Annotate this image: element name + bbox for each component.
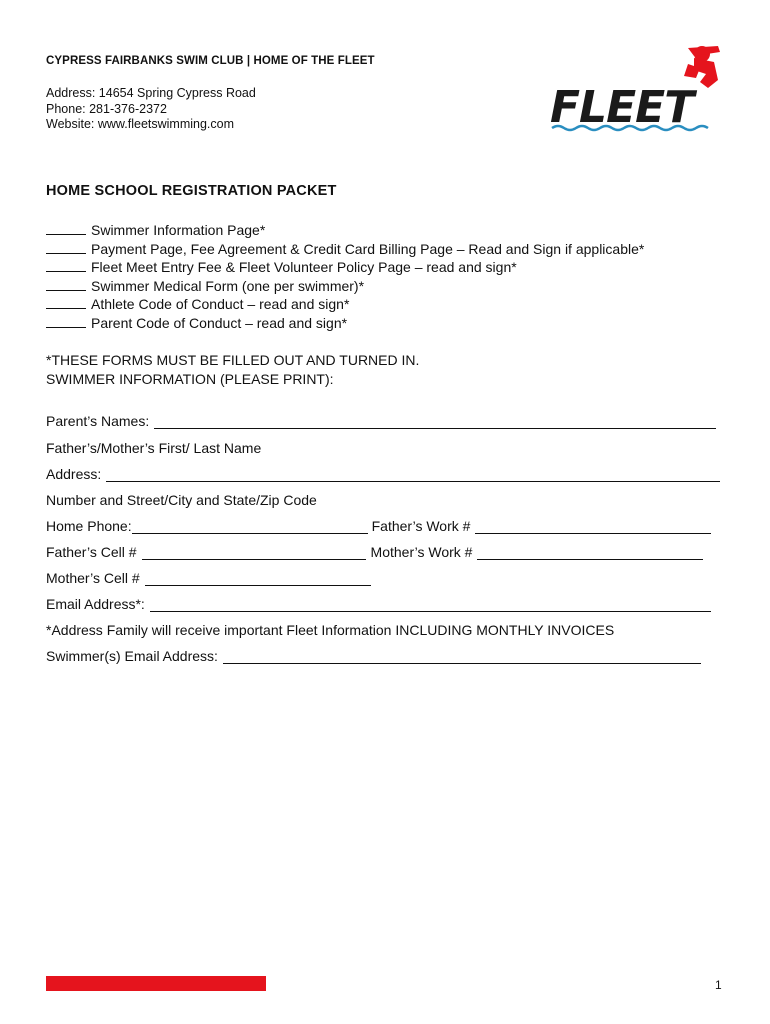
- mother-work-label: Mother’s Work #: [370, 544, 473, 560]
- mother-work-field[interactable]: [477, 545, 703, 560]
- parents-names-row: [46, 413, 716, 429]
- swimmer-email-label: Swimmer(s) Email Address:: [46, 648, 218, 664]
- page-number: 1: [715, 978, 722, 992]
- mother-cell-field[interactable]: [145, 571, 371, 586]
- swimmer-email-field[interactable]: [223, 649, 701, 664]
- phone-row-1: [46, 518, 711, 534]
- notice-block: [46, 351, 419, 389]
- checklist-item: Fleet Meet Entry Fee & Fleet Volunteer Policy Page – read and sign*: [46, 258, 644, 277]
- address-field[interactable]: [106, 467, 720, 482]
- page-title: HOME SCHOOL REGISTRATION PACKET: [46, 183, 337, 199]
- section-heading: SWIMMER INFORMATION (PLEASE PRINT):: [46, 371, 334, 387]
- father-cell-field[interactable]: [142, 545, 366, 560]
- checkbox-blank[interactable]: [46, 221, 86, 235]
- email-row: [46, 596, 711, 612]
- phone-row-2: [46, 544, 703, 560]
- address-text: Address: 14654 Spring Cypress Road: [46, 86, 256, 100]
- checkbox-blank[interactable]: [46, 295, 86, 309]
- home-phone-label: Home Phone:: [46, 518, 132, 534]
- email-label: Email Address*:: [46, 596, 145, 612]
- website-text: Website: www.fleetswimming.com: [46, 117, 235, 131]
- address-row: [46, 466, 720, 482]
- logo-wordmark: FLEET: [550, 82, 694, 133]
- email-field[interactable]: [150, 597, 711, 612]
- email-note: *Address Family will receive important Fleet Information INCLUDING MONTHLY INVOICES: [46, 622, 615, 638]
- mother-cell-label: Mother’s Cell #: [46, 570, 140, 586]
- notice-line: *THESE FORMS MUST BE FILLED OUT AND TURNED IN.: [46, 352, 420, 368]
- father-work-label: Father’s Work #: [371, 518, 471, 534]
- footer-red-bar: [46, 976, 266, 991]
- packet-checklist: [46, 221, 644, 333]
- checklist-item: Athlete Code of Conduct – read and sign*: [46, 295, 644, 314]
- checkbox-blank[interactable]: [46, 314, 86, 328]
- father-work-field[interactable]: [475, 519, 711, 534]
- contact-block: [46, 86, 256, 133]
- fleet-logo: [548, 42, 726, 134]
- phone-text: Phone: 281-376-2372: [46, 101, 167, 116]
- checkbox-blank[interactable]: [46, 277, 86, 291]
- swimmer-email-row: [46, 648, 701, 664]
- parents-names-field[interactable]: [154, 414, 716, 429]
- checklist-item: Payment Page, Fee Agreement & Credit Card Billing Page – Read and Sign if applicable*: [46, 240, 644, 259]
- home-phone-field[interactable]: [132, 519, 368, 534]
- address-label: Address:: [46, 466, 102, 482]
- parents-names-label: Parent’s Names:: [46, 413, 150, 429]
- checkbox-blank[interactable]: [46, 240, 86, 254]
- address-hint: Number and Street/City and State/Zip Code: [46, 492, 317, 508]
- mother-cell-row: [46, 570, 371, 586]
- checklist-item: Parent Code of Conduct – read and sign*: [46, 314, 644, 333]
- club-name: CYPRESS FAIRBANKS SWIM CLUB | HOME OF THE FLEET: [46, 55, 375, 67]
- father-cell-label: Father’s Cell #: [46, 544, 137, 560]
- checklist-item: Swimmer Information Page*: [46, 221, 644, 240]
- parents-names-hint: Father’s/Mother’s First/ Last Name: [46, 440, 262, 456]
- checklist-item: Swimmer Medical Form (one per swimmer)*: [46, 277, 644, 296]
- checkbox-blank[interactable]: [46, 258, 86, 272]
